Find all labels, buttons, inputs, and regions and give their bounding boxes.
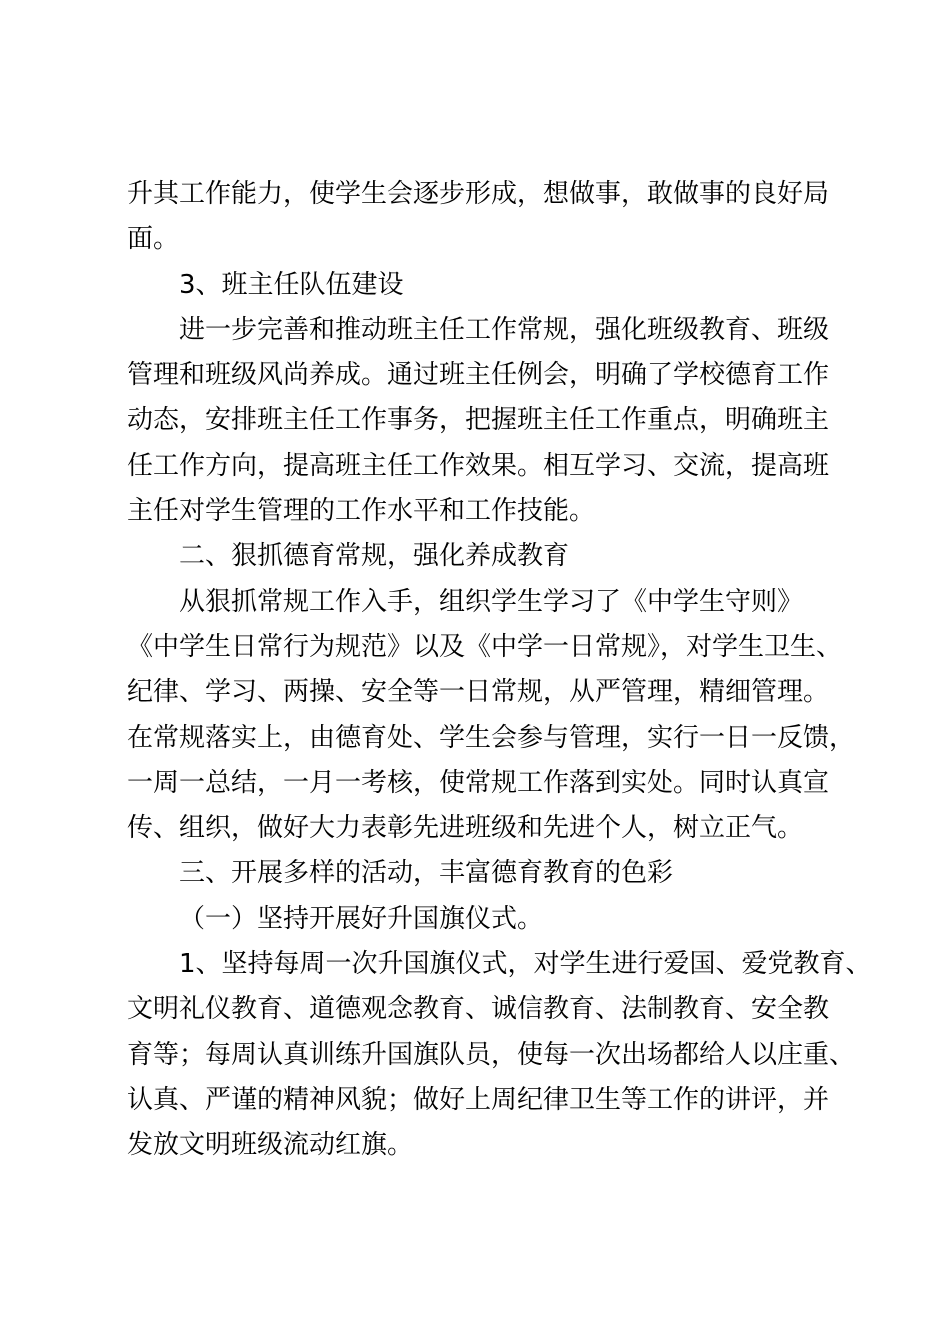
text-line: 从狠抓常规工作入手，组织学生学习了《中学生守则》 xyxy=(179,586,804,617)
text-line: 1、坚持每周一次升国旗仪式，对学生进行爱国、爱党教育、 xyxy=(179,949,872,980)
text-line: 动态，安排班主任工作事务，把握班主任工作重点，明确班主 xyxy=(127,405,830,436)
text-line: 育等；每周认真训练升国旗队员，使每一次出场都给人以庄重、 xyxy=(127,1039,856,1070)
text-line: 管理和班级风尚养成。通过班主任例会，明确了学校德育工作 xyxy=(127,360,830,391)
text-line: 认真、严谨的精神风貌；做好上周纪律卫生等工作的讲评，并 xyxy=(127,1084,830,1115)
text-line: 发放文明班级流动红旗。 xyxy=(127,1130,414,1161)
section-heading: 3、班主任队伍建设 xyxy=(179,269,404,300)
text-line: 升其工作能力，使学生会逐步形成，想做事，敢做事的良好局 xyxy=(127,179,830,209)
section-heading: 二、狠抓德育常规，强化养成教育 xyxy=(179,541,570,572)
text-line: 进一步完善和推动班主任工作常规，强化班级教育、班级 xyxy=(179,314,830,345)
text-line: 传、组织，做好大力表彰先进班级和先进个人，树立正气。 xyxy=(127,813,804,844)
section-heading: 三、开展多样的活动，丰富德育教育的色彩 xyxy=(179,858,674,889)
text-line: 《中学生日常行为规范》以及《中学一日常规》，对学生卫生、 xyxy=(127,631,843,662)
subsection-heading: （一）坚持开展好升国旗仪式。 xyxy=(179,903,544,934)
text-line: 一周一总结，一月一考核，使常规工作落到实处。同时认真宣 xyxy=(127,767,830,798)
text-line: 主任对学生管理的工作水平和工作技能。 xyxy=(127,496,596,527)
document-body xyxy=(127,172,872,1169)
text-line: 在常规落实上，由德育处、学生会参与管理，实行一日一反馈， xyxy=(127,722,856,753)
text-line: 文明礼仪教育、道德观念教育、诚信教育、法制教育、安全教 xyxy=(127,994,830,1025)
text-line: 纪律、学习、两操、安全等一日常规，从严管理，精细管理。 xyxy=(127,677,830,708)
text-line: 任工作方向，提高班主任工作效果。相互学习、交流，提高班 xyxy=(127,450,830,481)
text-line: 面。 xyxy=(127,224,180,255)
